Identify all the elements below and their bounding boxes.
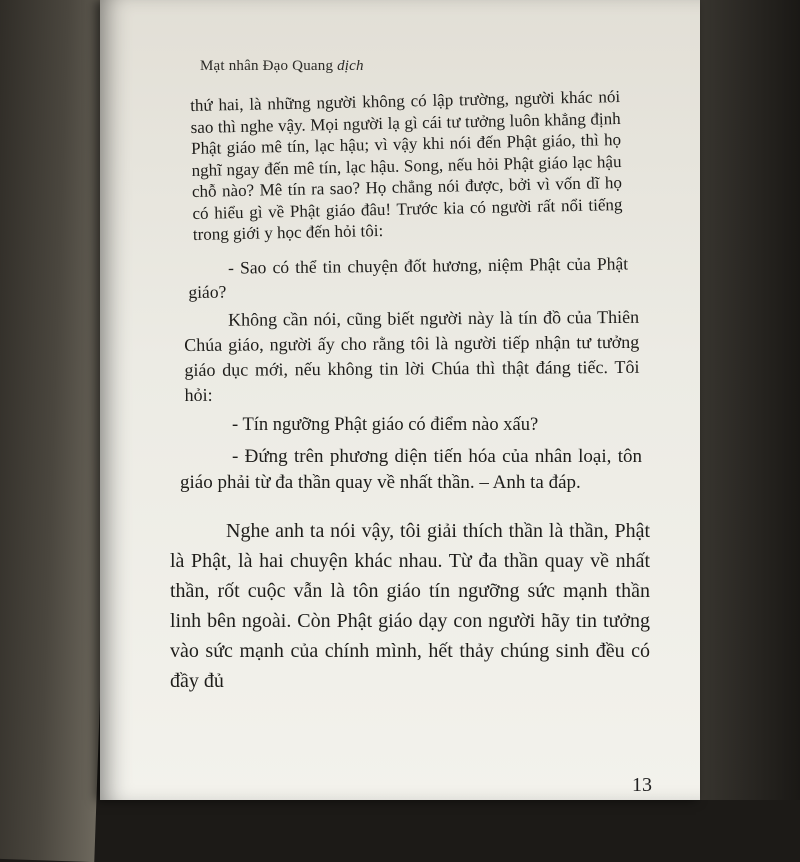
body-text — [170, 86, 650, 696]
paragraph-1: thứ hai, là những người không có lập trường, người khác nói sao thì nghe vậy. Mọi người lạ gì cái tư tưởng luôn khẳng định Phật giáo mê tín, lạc hậu; vì vậy khi nói đến Phật giáo, thì họ nghĩ ngay đến mê tín, lạc hậu. Song, nếu hỏi Phật giáo lạc hậu chỗ nào? Mê tín ra sao? Họ chẳng nói được, bởi vì vốn dĩ họ có hiểu gì về Phật giáo đâu! Trước kia có người rất nổi tiếng trong giới y học đến hỏi tôi: — [190, 86, 623, 244]
running-header-title: Mạt nhân Đạo Quang — [200, 58, 334, 74]
running-header-translator: dịch — [337, 58, 364, 74]
paragraph-2: - Sao có thể tin chuyện đốt hương, niệm Phật của Phật giáo? — [188, 252, 629, 302]
paragraph-6: Nghe anh ta nói vậy, tôi giải thích thần là thần, Phật là Phật, là hai chuyện khác nhau. Từ đa thần quay về nhất thần, rốt cuộc vẫn là tôn giáo tín ngưỡng sức mạnh thần linh bên ngoài. Còn Phật giáo dạy con người hãy tin tưởng vào sức mạnh của chính mình, hết thảy chúng sinh đều có đầy đủ — [170, 519, 650, 692]
paragraph-5: - Đứng trên phương diện tiến hóa của nhân loại, tôn giáo phải từ đa thần quay về nhất thần. – Anh ta đáp. — [180, 445, 642, 493]
paragraph-3: Không cần nói, cũng biết người này là tín đồ của Thiên Chúa giáo, người ấy cho rằng tôi là người tiếp nhận tư tưởng giáo dục mới, nếu không tin lời Chúa thì thật đáng tiếc. Tôi hỏi: — [184, 306, 640, 405]
page-number: 13 — [632, 774, 652, 796]
book-right-edge — [690, 0, 800, 800]
paragraph-4: - Tín ngưỡng Phật giáo có điểm nào xấu? — [232, 414, 539, 435]
running-header — [200, 58, 364, 75]
